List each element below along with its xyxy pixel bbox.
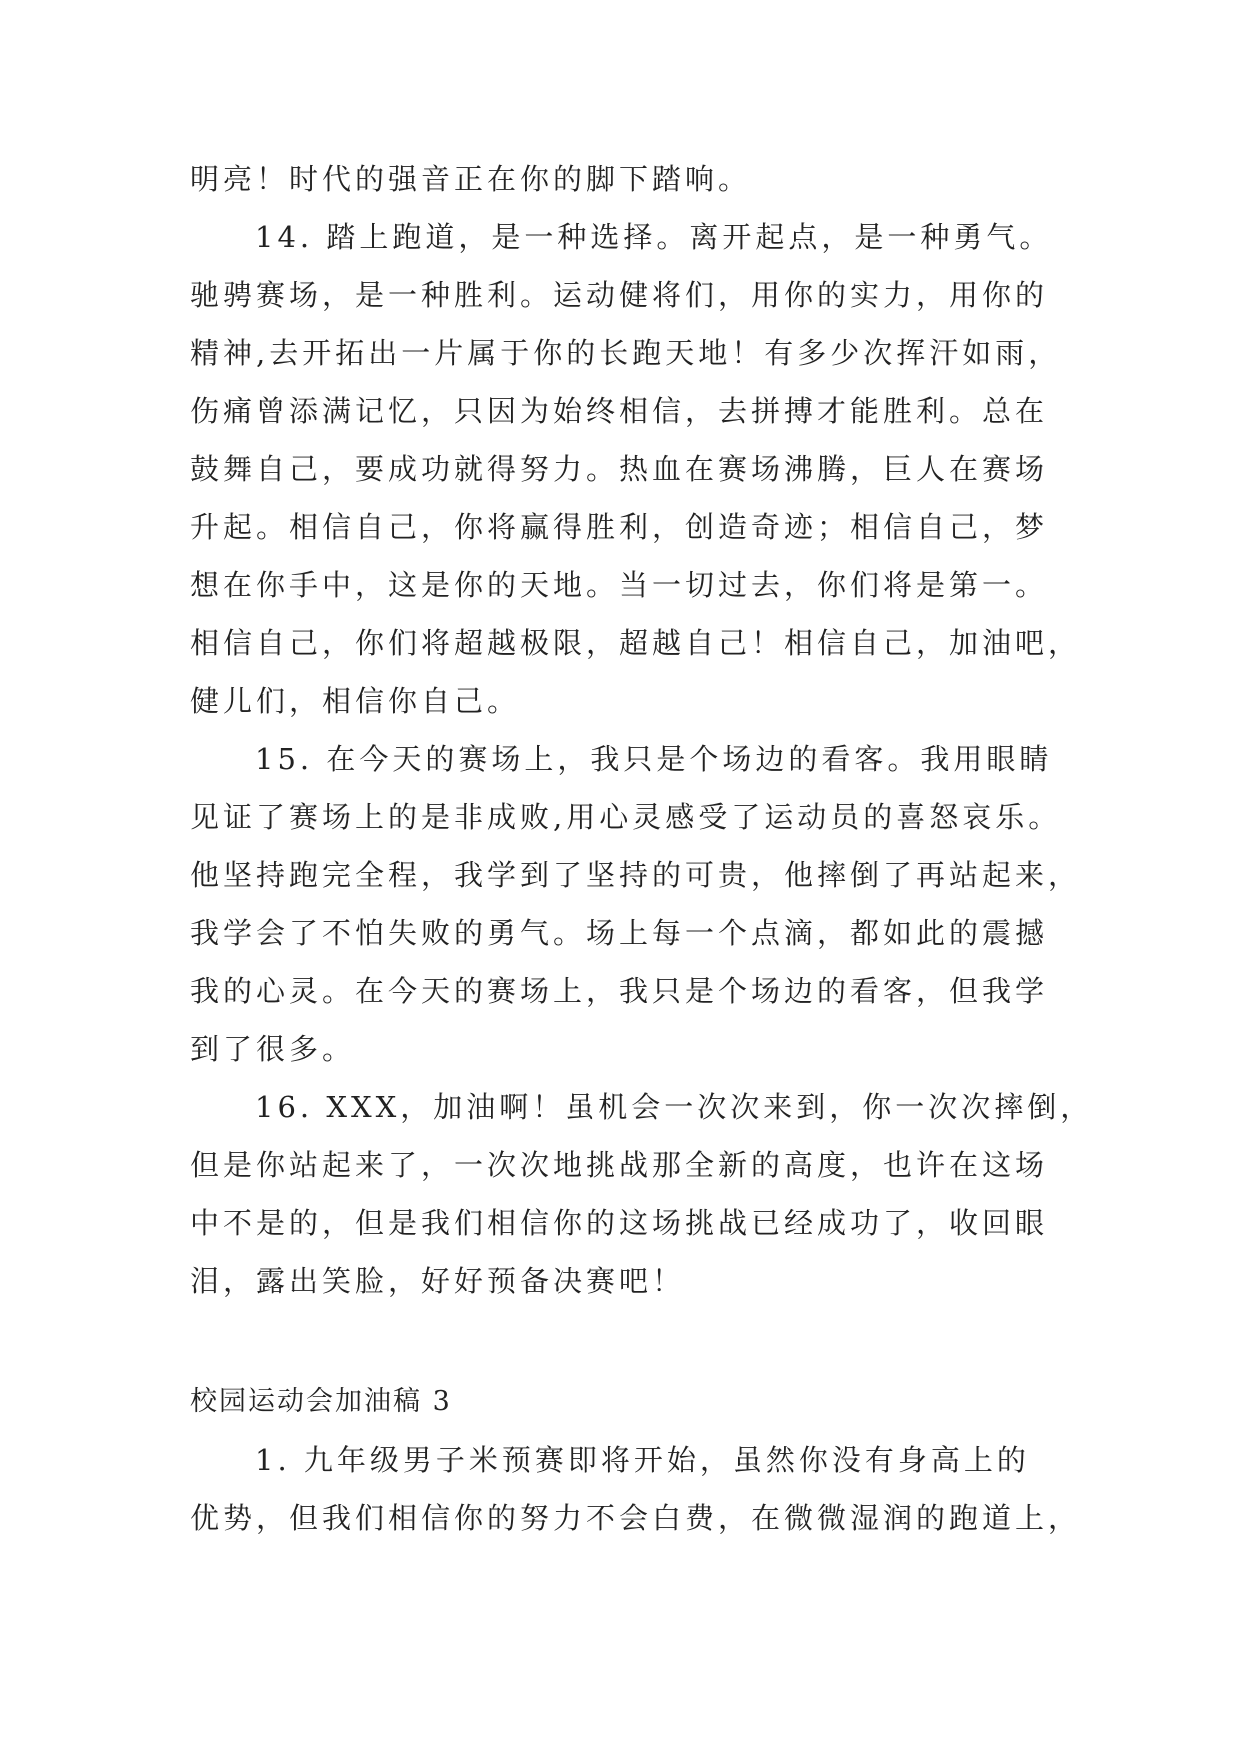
text-line: 中不是的，但是我们相信你的这场挑战已经成功了，收回眼 (190, 1206, 1049, 1240)
text-line: 1. 九年级男子米预赛即将开始，虽然你没有身高上的 (255, 1443, 1030, 1477)
text-line: 我学会了不怕失败的勇气。场上每一个点滴，都如此的震撼 (190, 916, 1049, 950)
text-line: 升起。相信自己，你将赢得胜利，创造奇迹；相信自己，梦 (190, 510, 1049, 544)
paragraph-section-item-1 (190, 1431, 1080, 1547)
text-line: 精神,去开拓出一片属于你的长跑天地！有多少次挥汗如雨， (190, 336, 1062, 370)
text-line: 想在你手中，这是你的天地。当一切过去，你们将是第一。 (190, 568, 1049, 602)
text-line: 鼓舞自己，要成功就得努力。热血在赛场沸腾，巨人在赛场 (190, 452, 1049, 486)
paragraph-continuation (190, 150, 1080, 208)
paragraph-item-16 (190, 1078, 1094, 1310)
text-line: 伤痛曾添满记忆，只因为始终相信，去拼搏才能胜利。总在 (190, 394, 1049, 428)
text-line: 我的心灵。在今天的赛场上，我只是个场边的看客，但我学 (190, 974, 1049, 1008)
section-title: 校园运动会加油稿 3 (190, 1386, 452, 1417)
text-line: 15. 在今天的赛场上，我只是个场边的看客。我用眼睛 (255, 742, 1053, 776)
text-line: 驰骋赛场，是一种胜利。运动健将们，用你的实力，用你的 (190, 278, 1049, 312)
text-line: 健儿们，相信你自己。 (190, 684, 521, 718)
text-line: 优势，但我们相信你的努力不会白费，在微微湿润的跑道上， (190, 1501, 1082, 1535)
text-line: 见证了赛场上的是非成败,用心灵感受了运动员的喜怒哀乐。 (190, 800, 1062, 834)
paragraph-item-15 (190, 730, 1080, 1078)
text-line: 16. XXX，加油啊！虽机会一次次来到，你一次次摔倒， (255, 1090, 1094, 1124)
text-line: 到了很多。 (190, 1032, 356, 1066)
text-line: 但是你站起来了，一次次地挑战那全新的高度，也许在这场 (190, 1148, 1049, 1182)
text-line: 明亮！时代的强音正在你的脚下踏响。 (190, 162, 752, 196)
text-line: 他坚持跑完全程，我学到了坚持的可贵，他摔倒了再站起来， (190, 858, 1082, 892)
section-heading-block (190, 1373, 1080, 1431)
text-line: 泪，露出笑脸，好好预备决赛吧！ (190, 1264, 686, 1298)
text-line: 相信自己，你们将超越极限，超越自己！相信自己，加油吧， (190, 626, 1082, 660)
paragraph-item-14 (190, 208, 1080, 730)
text-line: 14. 踏上跑道，是一种选择。离开起点，是一种勇气。 (255, 220, 1053, 254)
